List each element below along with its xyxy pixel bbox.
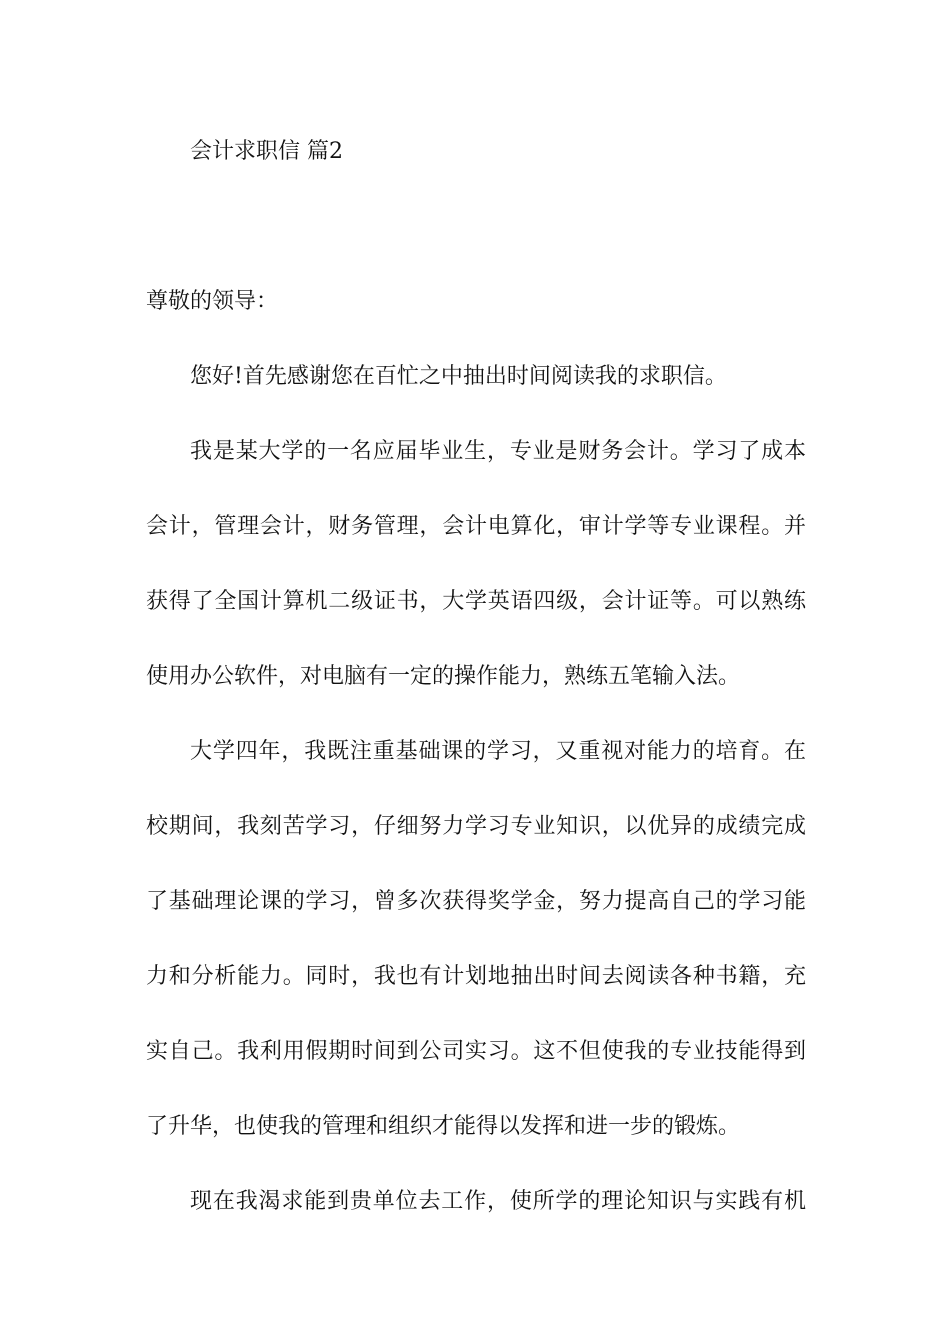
paragraph-line: 实自己。我利用假期时间到公司实习。这不但使我的专业技能得到 (146, 1039, 806, 1064)
paragraph-line: 您好!首先感谢您在百忙之中抽出时间阅读我的求职信。 (190, 364, 727, 389)
paragraph-line: 了基础理论课的学习，曾多次获得奖学金，努力提高自己的学习能 (146, 889, 806, 914)
paragraph-line: 现在我渴求能到贵单位去工作，使所学的理论知识与实践有机 (190, 1189, 806, 1214)
paragraph-line: 使用办公软件，对电脑有一定的操作能力，熟练五笔输入法。 (146, 664, 741, 689)
paragraph-line: 会计，管理会计，财务管理，会计电算化，审计学等专业课程。并 (146, 514, 806, 539)
paragraph-line: 了升华，也使我的管理和组织才能得以发挥和进一步的锻炼。 (146, 1114, 741, 1139)
paragraph-line: 力和分析能力。同时，我也有计划地抽出时间去阅读各种书籍，充 (146, 964, 806, 989)
document-heading: 会计求职信 篇2 (190, 139, 343, 164)
salutation: 尊敬的领导： (146, 289, 279, 314)
paragraph-line: 校期间，我刻苦学习，仔细努力学习专业知识，以优异的成绩完成 (146, 814, 806, 839)
paragraph-line: 我是某大学的一名应届毕业生，专业是财务会计。学习了成本 (190, 439, 806, 464)
paragraph-line: 大学四年，我既注重基础课的学习，又重视对能力的培育。在 (190, 739, 806, 764)
paragraph-line: 获得了全国计算机二级证书，大学英语四级，会计证等。可以熟练 (146, 589, 806, 614)
